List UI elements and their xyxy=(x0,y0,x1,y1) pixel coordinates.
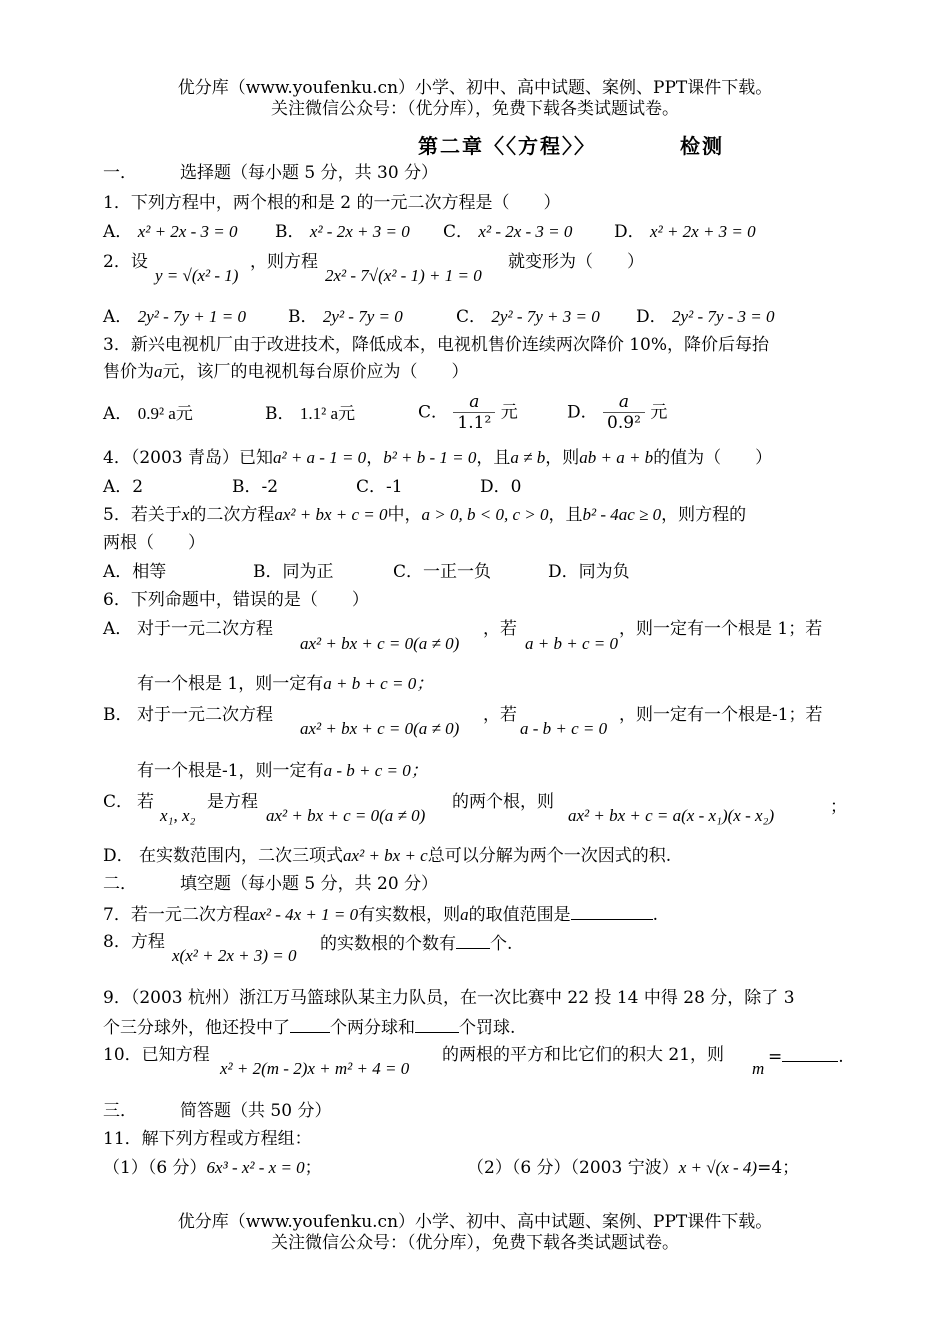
q2-option-c-expr: 2y² - 7y + 3 = 0 xyxy=(491,307,600,326)
q6-c-mid: 是方程 xyxy=(207,792,258,812)
page-title: 第二章〈〈方程〉〉 xyxy=(418,134,596,158)
q8-pre: 8．方程 xyxy=(103,932,165,952)
q4-expr: ab + a + b xyxy=(579,448,654,467)
q2-equation: 2x² - 7√(x² - 1) + 1 = 0 xyxy=(325,266,482,285)
q2-option-c-label: C． xyxy=(456,307,487,327)
q8-post: 个. xyxy=(490,934,513,954)
footer-line-2: 关注微信公众号：（优分库），免费下载各类试题试卷。 xyxy=(271,1233,679,1253)
q1-option-d xyxy=(614,222,756,242)
q3-option-b-expr: 1.1² a xyxy=(299,404,339,423)
question-1-stem: 1．下列方程中，两个根的和是 2 的一元二次方程是（ ） xyxy=(103,193,561,213)
section-2-number: 二． xyxy=(103,874,137,894)
q4-option-a: A．2 xyxy=(103,477,144,497)
q4-option-b: B．-2 xyxy=(232,477,279,497)
q2-option-a xyxy=(103,307,246,327)
q6-stem: 6．下列命题中，错误的是（ ） xyxy=(103,590,369,610)
q5-cond-2: b² - 4ac ≥ 0 xyxy=(582,505,662,524)
q2-post: 就变形为（ ） xyxy=(508,252,644,272)
q3-option-d-unit: 元 xyxy=(650,402,668,423)
q4-pre: 4．（2003 青岛）已知 xyxy=(103,448,273,468)
q10-end: . xyxy=(838,1047,844,1067)
header-line-1: 优分库（www.youfenku.cn）小学、初中、高中试题、案例、PPT课件下载。 xyxy=(177,78,773,98)
q2-option-d xyxy=(636,307,775,327)
q6-a-label: A． xyxy=(103,619,133,639)
q5-option-b: B．同为正 xyxy=(253,562,334,582)
q6-a-line-2-pre: 有一个根是 1，则一定有 xyxy=(137,674,324,694)
q3-option-c-label: C． xyxy=(418,402,449,423)
q1-option-d-label: D． xyxy=(614,222,645,242)
q7 xyxy=(103,903,658,925)
q2-substitution: y = √(x² - 1) xyxy=(155,266,239,285)
q3-option-c xyxy=(418,392,518,434)
q7-var: a xyxy=(460,905,469,924)
q3-option-d-numerator: a xyxy=(603,392,645,413)
q5-stem xyxy=(103,505,746,525)
page-title-check: 检测 xyxy=(680,134,724,158)
section-3-number: 三． xyxy=(103,1101,137,1121)
q11-part-1-eq: 6x³ - x² - x = 0 xyxy=(206,1158,305,1177)
q6-c-roots: x₁, x₂ xyxy=(160,806,196,825)
q3-option-d-fraction xyxy=(603,392,645,434)
q6-d-post: 总可以分解为两个一次因式的积. xyxy=(427,846,672,866)
q6-b-line-2-pre: 有一个根是-1，则一定有 xyxy=(137,761,324,781)
q3-line-2-pre: 售价为 xyxy=(103,362,154,382)
header-line-2: 关注微信公众号：（优分库），免费下载各类试题试卷。 xyxy=(271,99,679,119)
q9-line-2 xyxy=(103,1016,515,1038)
q3-option-c-fraction xyxy=(453,392,495,434)
q5-var: x xyxy=(181,505,190,524)
q5-pre: 5．若关于 xyxy=(103,505,182,525)
q1-option-a xyxy=(103,222,237,242)
section-3-heading: 简答题（共 50 分） xyxy=(180,1101,332,1121)
q6-b-post: ，则一定有一个根是-1；若 xyxy=(619,705,823,725)
q3-option-c-unit: 元 xyxy=(500,402,518,423)
q1-option-a-label: A． xyxy=(103,222,133,242)
q6-b-pre: 对于一元二次方程 xyxy=(137,705,273,725)
q8-mid: 的实数根的个数有 xyxy=(320,934,456,954)
q10-answer-blank[interactable] xyxy=(782,1045,838,1062)
q5-post: ，则方程的 xyxy=(661,505,747,525)
q8-rest xyxy=(320,932,512,954)
q4-option-d: D．0 xyxy=(480,477,522,497)
q2-option-b xyxy=(288,307,403,327)
q6-b-cond: a - b + c = 0 xyxy=(520,719,608,738)
q4-stem xyxy=(103,448,772,468)
q3-option-c-numerator: a xyxy=(453,392,495,413)
q10-var: m xyxy=(752,1059,765,1078)
q10-answer xyxy=(768,1045,844,1067)
q11-stem: 11．解下列方程或方程组： xyxy=(103,1129,312,1149)
q10-post: = xyxy=(768,1047,783,1067)
q5-option-d: D．同为负 xyxy=(548,562,630,582)
q6-c-eq-2: ax² + bx + c = a(x - x₁)(x - x₂) xyxy=(568,806,775,825)
q6-d-eq: ax² + bx + c xyxy=(343,846,428,865)
q7-end: . xyxy=(652,905,659,925)
q6-b-label: B． xyxy=(103,705,133,725)
q7-mid: 有实数根，则 xyxy=(358,905,461,925)
q5-cond: a > 0, b < 0, c > 0 xyxy=(421,505,549,524)
q6-d-pre: 在实数范围内，二次三项式 xyxy=(139,846,344,866)
q7-answer-blank[interactable] xyxy=(571,903,653,920)
q3-option-a xyxy=(103,404,193,424)
q2-mid: ，则方程 xyxy=(250,252,318,272)
footer-line-1: 优分库（www.youfenku.cn）小学、初中、高中试题、案例、PPT课件下载。 xyxy=(177,1212,773,1232)
q2-option-a-expr: 2y² - 7y + 1 = 0 xyxy=(137,307,246,326)
q6-c-mid-2: 的两个根，则 xyxy=(452,792,554,812)
q1-option-c-expr: x² - 2x - 3 = 0 xyxy=(478,222,573,241)
q6-c-label: C． xyxy=(103,792,134,812)
q3-line-1: 3．新兴电视机厂由于改进技术，降低成本，电视机售价连续两次降价 10%，降价后每抬 xyxy=(103,335,770,355)
q2-option-a-label: A． xyxy=(103,307,133,327)
q2-option-b-label: B． xyxy=(288,307,318,327)
q6-a-mid: ，若 xyxy=(483,619,517,639)
q6-a-eq: ax² + bx + c = 0(a ≠ 0) xyxy=(300,634,460,653)
q3-option-b-label: B． xyxy=(265,404,295,424)
q4-eq-1: a² + a - 1 = 0 xyxy=(272,448,367,467)
q5-line-2: 两根（ ） xyxy=(103,533,205,553)
q2-option-c xyxy=(456,307,600,327)
q3-option-d-label: D． xyxy=(567,402,598,423)
q11-part-1-post: ； xyxy=(304,1158,322,1178)
q9-line-1: 9．（2003 杭州）浙江万马篮球队某主力队员，在一次比赛中 22 投 14 中得 28 分，除了 3 xyxy=(103,988,795,1008)
q6-d xyxy=(103,846,671,866)
q11-part-2 xyxy=(467,1158,799,1178)
q9-answer-blank-2[interactable] xyxy=(415,1016,459,1033)
q8-answer-blank[interactable] xyxy=(456,932,490,949)
q2-option-d-label: D． xyxy=(636,307,667,327)
q5-eq: ax² + bx + c = 0 xyxy=(274,505,388,524)
q4-sep: ， xyxy=(366,448,384,468)
q3-option-d xyxy=(567,392,667,434)
q10-eq: x² + 2(m - 2)x + m² + 4 = 0 xyxy=(220,1059,410,1078)
q3-option-c-denominator: 1.1² xyxy=(457,413,492,434)
q2-pre: 2．设 xyxy=(103,252,148,272)
q1-option-c xyxy=(443,222,572,242)
q1-option-c-label: C． xyxy=(443,222,474,242)
section-heading: 选择题（每小题 5 分，共 30 分） xyxy=(180,163,439,183)
section-2-heading: 填空题（每小题 5 分，共 20 分） xyxy=(180,874,439,894)
q6-c-eq: ax² + bx + c = 0(a ≠ 0) xyxy=(266,806,426,825)
q5-option-a: A．相等 xyxy=(103,562,167,582)
q3-option-a-expr: 0.9² a xyxy=(137,404,176,423)
q9-answer-blank-1[interactable] xyxy=(290,1016,330,1033)
q4-eq-2: b² + b - 1 = 0 xyxy=(383,448,477,467)
q6-b-eq: ax² + bx + c = 0(a ≠ 0) xyxy=(300,719,460,738)
q11-part-1-label: （1）（6 分） xyxy=(103,1158,207,1178)
q3-option-d-denominator: 0.9² xyxy=(607,413,641,434)
q10-pre: 10．已知方程 xyxy=(103,1045,210,1065)
q11-part-2-post: =4； xyxy=(757,1158,800,1178)
q6-a-pre: 对于一元二次方程 xyxy=(137,619,273,639)
q11-part-2-eq: x + √(x - 4) xyxy=(678,1158,758,1177)
q3-option-a-label: A． xyxy=(103,404,133,424)
q8-eq: x(x² + 2x + 3) = 0 xyxy=(172,946,297,965)
q3-line-2 xyxy=(103,362,469,382)
q6-b-mid: ，若 xyxy=(483,705,517,725)
q6-a-post: ，则一定有一个根是 1；若 xyxy=(619,619,823,639)
q11-part-2-label: （2）（6 分）（2003 宁波） xyxy=(467,1158,679,1178)
q6-d-label: D． xyxy=(103,846,134,866)
q6-b-line-2-eq: a - b + c = 0； xyxy=(323,761,428,780)
q9-line-2-pre: 个三分球外，他还投中了 xyxy=(103,1018,290,1038)
q10-mid: 的两根的平方和比它们的积大 21，则 xyxy=(442,1045,725,1065)
q1-option-b-expr: x² - 2x + 3 = 0 xyxy=(309,222,410,241)
q5-mid: 的二次方程 xyxy=(189,505,275,525)
q4-mid: ，且 xyxy=(476,448,511,468)
q4-mid-2: ，则 xyxy=(545,448,580,468)
q3-line-2-post: 元，该厂的电视机每台原价应为（ ） xyxy=(162,362,469,382)
q3-option-b-unit: 元 xyxy=(338,404,356,424)
section-number: 一． xyxy=(103,163,137,183)
q9-line-2-post: 个罚球. xyxy=(459,1018,516,1038)
q7-pre: 7．若一元二次方程 xyxy=(103,905,250,925)
q6-b-line-2 xyxy=(137,761,428,781)
q6-a-line-2 xyxy=(137,674,433,694)
q2-option-d-expr: 2y² - 7y - 3 = 0 xyxy=(672,307,775,326)
q2-option-b-expr: 2y² - 7y = 0 xyxy=(322,307,403,326)
q5-mid-3: ，且 xyxy=(548,505,583,525)
q5-option-c: C．一正一负 xyxy=(393,562,492,582)
q5-mid-2: 中， xyxy=(387,505,422,525)
q1-option-b-label: B． xyxy=(275,222,305,242)
q4-post: 的值为（ ） xyxy=(653,448,773,468)
q9-line-2-mid: 个两分球和 xyxy=(330,1018,415,1038)
q6-c-post: ； xyxy=(830,797,847,817)
q4-cond: a ≠ b xyxy=(510,448,546,467)
q7-eq: ax² - 4x + 1 = 0 xyxy=(249,905,359,924)
q3-line-2-var: a xyxy=(154,362,163,381)
q1-option-b xyxy=(275,222,410,242)
q7-post: 的取值范围是 xyxy=(468,905,571,925)
q3-option-b xyxy=(265,404,355,424)
q4-option-c: C．-1 xyxy=(356,477,403,497)
q11-part-1 xyxy=(103,1158,322,1178)
q1-option-a-expr: x² + 2x - 3 = 0 xyxy=(137,222,238,241)
q6-a-cond: a + b + c = 0 xyxy=(525,634,618,653)
q6-a-line-2-eq: a + b + c = 0； xyxy=(323,674,434,693)
q1-option-d-expr: x² + 2x + 3 = 0 xyxy=(650,222,756,241)
q6-c-pre: 若 xyxy=(137,792,154,812)
q3-option-a-unit: 元 xyxy=(175,404,193,424)
